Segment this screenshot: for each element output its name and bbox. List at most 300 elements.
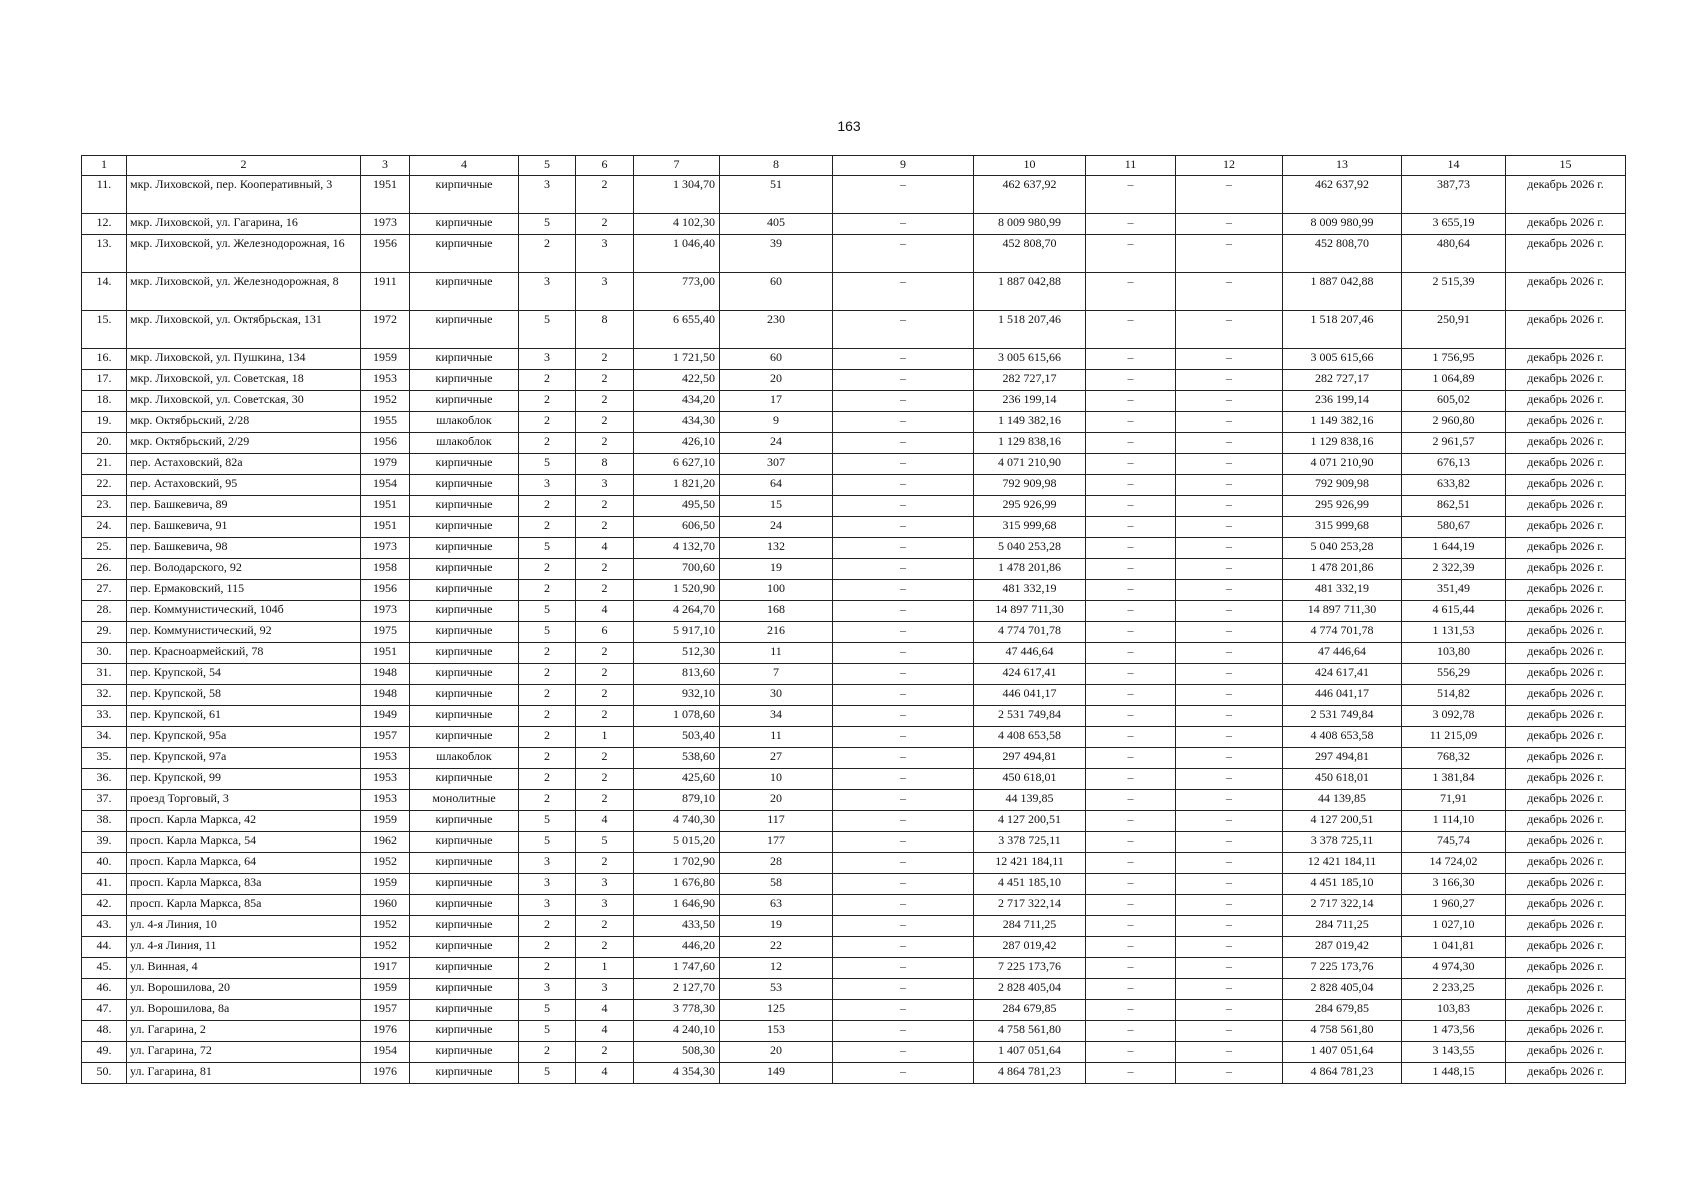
residents-cell: 53 bbox=[720, 979, 833, 1000]
column-11-cell: – bbox=[1086, 769, 1176, 790]
column-14-cell: 2 960,80 bbox=[1402, 412, 1506, 433]
column-11-cell: – bbox=[1086, 370, 1176, 391]
column-12-cell: – bbox=[1176, 853, 1283, 874]
area-cell: 773,00 bbox=[634, 273, 720, 311]
row-number: 29. bbox=[82, 622, 127, 643]
column-14-cell: 351,49 bbox=[1402, 580, 1506, 601]
table-row bbox=[82, 412, 1626, 433]
column-12-cell: – bbox=[1176, 937, 1283, 958]
floors-cell: 5 bbox=[519, 214, 576, 235]
wall-material-cell: кирпичные bbox=[410, 1063, 519, 1084]
address-cell: пер. Коммунистический, 104б bbox=[127, 601, 361, 622]
area-cell: 1 747,60 bbox=[634, 958, 720, 979]
deadline-cell: декабрь 2026 г. bbox=[1506, 748, 1626, 769]
residents-cell: 149 bbox=[720, 1063, 833, 1084]
table-row bbox=[82, 559, 1626, 580]
year-built-cell: 1948 bbox=[361, 664, 410, 685]
year-built-cell: 1973 bbox=[361, 601, 410, 622]
column-13-cell: 287 019,42 bbox=[1283, 937, 1402, 958]
area-cell: 508,30 bbox=[634, 1042, 720, 1063]
row-number: 49. bbox=[82, 1042, 127, 1063]
floors-cell: 2 bbox=[519, 433, 576, 454]
deadline-cell: декабрь 2026 г. bbox=[1506, 979, 1626, 1000]
table-row bbox=[82, 433, 1626, 454]
table-row bbox=[82, 1021, 1626, 1042]
entrances-cell: 2 bbox=[576, 559, 634, 580]
floors-cell: 2 bbox=[519, 391, 576, 412]
total-cost-cell: 462 637,92 bbox=[974, 176, 1086, 214]
column-9-cell: – bbox=[833, 727, 974, 748]
column-9-cell: – bbox=[833, 176, 974, 214]
wall-material-cell: кирпичные bbox=[410, 517, 519, 538]
entrances-cell: 3 bbox=[576, 874, 634, 895]
column-11-cell: – bbox=[1086, 475, 1176, 496]
column-9-cell: – bbox=[833, 311, 974, 349]
column-11-cell: – bbox=[1086, 1000, 1176, 1021]
total-cost-cell: 236 199,14 bbox=[974, 391, 1086, 412]
column-11-cell: – bbox=[1086, 895, 1176, 916]
area-cell: 1 676,80 bbox=[634, 874, 720, 895]
table-row bbox=[82, 273, 1626, 311]
area-cell: 813,60 bbox=[634, 664, 720, 685]
entrances-cell: 2 bbox=[576, 643, 634, 664]
column-14-cell: 1 756,95 bbox=[1402, 349, 1506, 370]
floors-cell: 2 bbox=[519, 559, 576, 580]
column-12-cell: – bbox=[1176, 412, 1283, 433]
row-number: 14. bbox=[82, 273, 127, 311]
residents-cell: 60 bbox=[720, 349, 833, 370]
row-number: 33. bbox=[82, 706, 127, 727]
year-built-cell: 1975 bbox=[361, 622, 410, 643]
column-9-cell: – bbox=[833, 685, 974, 706]
floors-cell: 5 bbox=[519, 311, 576, 349]
deadline-cell: декабрь 2026 г. bbox=[1506, 273, 1626, 311]
address-cell: просп. Карла Маркса, 64 bbox=[127, 853, 361, 874]
wall-material-cell: кирпичные bbox=[410, 664, 519, 685]
total-cost-cell: 4 408 653,58 bbox=[974, 727, 1086, 748]
column-13-cell: 446 041,17 bbox=[1283, 685, 1402, 706]
year-built-cell: 1953 bbox=[361, 370, 410, 391]
column-11-cell: – bbox=[1086, 214, 1176, 235]
row-number: 43. bbox=[82, 916, 127, 937]
residents-cell: 125 bbox=[720, 1000, 833, 1021]
wall-material-cell: шлакоблок bbox=[410, 748, 519, 769]
table-row bbox=[82, 832, 1626, 853]
column-9-cell: – bbox=[833, 811, 974, 832]
column-11-cell: – bbox=[1086, 496, 1176, 517]
floors-cell: 5 bbox=[519, 454, 576, 475]
wall-material-cell: кирпичные bbox=[410, 685, 519, 706]
column-14-cell: 2 322,39 bbox=[1402, 559, 1506, 580]
deadline-cell: декабрь 2026 г. bbox=[1506, 1000, 1626, 1021]
row-number: 30. bbox=[82, 643, 127, 664]
column-number-6: 6 bbox=[576, 156, 634, 176]
year-built-cell: 1973 bbox=[361, 538, 410, 559]
table-row bbox=[82, 1063, 1626, 1084]
column-11-cell: – bbox=[1086, 874, 1176, 895]
column-12-cell: – bbox=[1176, 433, 1283, 454]
column-9-cell: – bbox=[833, 517, 974, 538]
total-cost-cell: 284 679,85 bbox=[974, 1000, 1086, 1021]
column-12-cell: – bbox=[1176, 496, 1283, 517]
column-14-cell: 14 724,02 bbox=[1402, 853, 1506, 874]
column-11-cell: – bbox=[1086, 538, 1176, 559]
column-12-cell: – bbox=[1176, 685, 1283, 706]
deadline-cell: декабрь 2026 г. bbox=[1506, 895, 1626, 916]
column-13-cell: 7 225 173,76 bbox=[1283, 958, 1402, 979]
year-built-cell: 1959 bbox=[361, 979, 410, 1000]
table-row bbox=[82, 235, 1626, 273]
entrances-cell: 2 bbox=[576, 790, 634, 811]
column-number-1: 1 bbox=[82, 156, 127, 176]
column-13-cell: 4 774 701,78 bbox=[1283, 622, 1402, 643]
entrances-cell: 1 bbox=[576, 727, 634, 748]
total-cost-cell: 452 808,70 bbox=[974, 235, 1086, 273]
year-built-cell: 1976 bbox=[361, 1063, 410, 1084]
year-built-cell: 1952 bbox=[361, 391, 410, 412]
residents-cell: 19 bbox=[720, 916, 833, 937]
floors-cell: 2 bbox=[519, 370, 576, 391]
row-number: 44. bbox=[82, 937, 127, 958]
row-number: 21. bbox=[82, 454, 127, 475]
table-row bbox=[82, 311, 1626, 349]
column-12-cell: – bbox=[1176, 664, 1283, 685]
row-number: 34. bbox=[82, 727, 127, 748]
table-row bbox=[82, 1000, 1626, 1021]
total-cost-cell: 282 727,17 bbox=[974, 370, 1086, 391]
area-cell: 1 078,60 bbox=[634, 706, 720, 727]
floors-cell: 3 bbox=[519, 273, 576, 311]
column-number-12: 12 bbox=[1176, 156, 1283, 176]
entrances-cell: 2 bbox=[576, 937, 634, 958]
entrances-cell: 8 bbox=[576, 454, 634, 475]
column-12-cell: – bbox=[1176, 1042, 1283, 1063]
area-cell: 446,20 bbox=[634, 937, 720, 958]
table-row bbox=[82, 853, 1626, 874]
residents-cell: 132 bbox=[720, 538, 833, 559]
area-cell: 606,50 bbox=[634, 517, 720, 538]
residents-cell: 27 bbox=[720, 748, 833, 769]
column-13-cell: 2 828 405,04 bbox=[1283, 979, 1402, 1000]
total-cost-cell: 44 139,85 bbox=[974, 790, 1086, 811]
column-13-cell: 4 408 653,58 bbox=[1283, 727, 1402, 748]
entrances-cell: 2 bbox=[576, 1042, 634, 1063]
year-built-cell: 1959 bbox=[361, 874, 410, 895]
floors-cell: 5 bbox=[519, 601, 576, 622]
column-14-cell: 580,67 bbox=[1402, 517, 1506, 538]
floors-cell: 2 bbox=[519, 769, 576, 790]
floors-cell: 5 bbox=[519, 1063, 576, 1084]
column-14-cell: 3 143,55 bbox=[1402, 1042, 1506, 1063]
row-number: 37. bbox=[82, 790, 127, 811]
wall-material-cell: кирпичные bbox=[410, 895, 519, 916]
row-number: 24. bbox=[82, 517, 127, 538]
column-9-cell: – bbox=[833, 273, 974, 311]
table-row bbox=[82, 176, 1626, 214]
entrances-cell: 1 bbox=[576, 958, 634, 979]
deadline-cell: декабрь 2026 г. bbox=[1506, 643, 1626, 664]
residents-cell: 405 bbox=[720, 214, 833, 235]
table-row bbox=[82, 916, 1626, 937]
residents-cell: 58 bbox=[720, 874, 833, 895]
total-cost-cell: 450 618,01 bbox=[974, 769, 1086, 790]
year-built-cell: 1951 bbox=[361, 496, 410, 517]
column-9-cell: – bbox=[833, 832, 974, 853]
column-13-cell: 1 518 207,46 bbox=[1283, 311, 1402, 349]
year-built-cell: 1957 bbox=[361, 727, 410, 748]
column-14-cell: 3 655,19 bbox=[1402, 214, 1506, 235]
area-cell: 5 015,20 bbox=[634, 832, 720, 853]
total-cost-cell: 1 407 051,64 bbox=[974, 1042, 1086, 1063]
wall-material-cell: кирпичные bbox=[410, 559, 519, 580]
total-cost-cell: 2 717 322,14 bbox=[974, 895, 1086, 916]
residents-cell: 22 bbox=[720, 937, 833, 958]
column-14-cell: 3 092,78 bbox=[1402, 706, 1506, 727]
column-13-cell: 792 909,98 bbox=[1283, 475, 1402, 496]
floors-cell: 2 bbox=[519, 748, 576, 769]
column-11-cell: – bbox=[1086, 643, 1176, 664]
column-13-cell: 44 139,85 bbox=[1283, 790, 1402, 811]
residents-cell: 7 bbox=[720, 664, 833, 685]
address-cell: пер. Астаховский, 82а bbox=[127, 454, 361, 475]
year-built-cell: 1957 bbox=[361, 1000, 410, 1021]
table-row bbox=[82, 643, 1626, 664]
column-9-cell: – bbox=[833, 475, 974, 496]
deadline-cell: декабрь 2026 г. bbox=[1506, 790, 1626, 811]
deadline-cell: декабрь 2026 г. bbox=[1506, 538, 1626, 559]
column-13-cell: 1 478 201,86 bbox=[1283, 559, 1402, 580]
total-cost-cell: 295 926,99 bbox=[974, 496, 1086, 517]
entrances-cell: 2 bbox=[576, 412, 634, 433]
residents-cell: 24 bbox=[720, 517, 833, 538]
column-9-cell: – bbox=[833, 349, 974, 370]
column-14-cell: 3 166,30 bbox=[1402, 874, 1506, 895]
table-row bbox=[82, 706, 1626, 727]
total-cost-cell: 4 864 781,23 bbox=[974, 1063, 1086, 1084]
residents-cell: 153 bbox=[720, 1021, 833, 1042]
area-cell: 1 304,70 bbox=[634, 176, 720, 214]
deadline-cell: декабрь 2026 г. bbox=[1506, 727, 1626, 748]
deadline-cell: декабрь 2026 г. bbox=[1506, 412, 1626, 433]
column-14-cell: 1 041,81 bbox=[1402, 937, 1506, 958]
floors-cell: 3 bbox=[519, 853, 576, 874]
total-cost-cell: 3 005 615,66 bbox=[974, 349, 1086, 370]
table-row bbox=[82, 685, 1626, 706]
area-cell: 1 046,40 bbox=[634, 235, 720, 273]
wall-material-cell: кирпичные bbox=[410, 622, 519, 643]
total-cost-cell: 2 531 749,84 bbox=[974, 706, 1086, 727]
table-row bbox=[82, 748, 1626, 769]
column-9-cell: – bbox=[833, 895, 974, 916]
row-number: 18. bbox=[82, 391, 127, 412]
wall-material-cell: кирпичные bbox=[410, 601, 519, 622]
floors-cell: 5 bbox=[519, 811, 576, 832]
total-cost-cell: 481 332,19 bbox=[974, 580, 1086, 601]
entrances-cell: 2 bbox=[576, 664, 634, 685]
column-9-cell: – bbox=[833, 412, 974, 433]
column-14-cell: 676,13 bbox=[1402, 454, 1506, 475]
address-cell: пер. Красноармейский, 78 bbox=[127, 643, 361, 664]
total-cost-cell: 14 897 711,30 bbox=[974, 601, 1086, 622]
column-11-cell: – bbox=[1086, 517, 1176, 538]
residents-cell: 64 bbox=[720, 475, 833, 496]
area-cell: 6 655,40 bbox=[634, 311, 720, 349]
address-cell: пер. Крупской, 58 bbox=[127, 685, 361, 706]
column-12-cell: – bbox=[1176, 979, 1283, 1000]
row-number: 39. bbox=[82, 832, 127, 853]
wall-material-cell: кирпичные bbox=[410, 176, 519, 214]
entrances-cell: 2 bbox=[576, 685, 634, 706]
column-9-cell: – bbox=[833, 748, 974, 769]
deadline-cell: декабрь 2026 г. bbox=[1506, 811, 1626, 832]
deadline-cell: декабрь 2026 г. bbox=[1506, 391, 1626, 412]
column-14-cell: 2 233,25 bbox=[1402, 979, 1506, 1000]
wall-material-cell: кирпичные bbox=[410, 1042, 519, 1063]
column-9-cell: – bbox=[833, 664, 974, 685]
column-9-cell: – bbox=[833, 958, 974, 979]
column-13-cell: 452 808,70 bbox=[1283, 235, 1402, 273]
address-cell: ул. Ворошилова, 20 bbox=[127, 979, 361, 1000]
deadline-cell: декабрь 2026 г. bbox=[1506, 874, 1626, 895]
address-cell: пер. Крупской, 99 bbox=[127, 769, 361, 790]
column-11-cell: – bbox=[1086, 916, 1176, 937]
column-12-cell: – bbox=[1176, 391, 1283, 412]
column-14-cell: 103,83 bbox=[1402, 1000, 1506, 1021]
entrances-cell: 3 bbox=[576, 475, 634, 496]
column-11-cell: – bbox=[1086, 273, 1176, 311]
floors-cell: 5 bbox=[519, 622, 576, 643]
floors-cell: 3 bbox=[519, 979, 576, 1000]
column-12-cell: – bbox=[1176, 832, 1283, 853]
row-number: 12. bbox=[82, 214, 127, 235]
column-14-cell: 2 961,57 bbox=[1402, 433, 1506, 454]
column-number-8: 8 bbox=[720, 156, 833, 176]
column-9-cell: – bbox=[833, 580, 974, 601]
column-12-cell: – bbox=[1176, 538, 1283, 559]
column-11-cell: – bbox=[1086, 349, 1176, 370]
column-12-cell: – bbox=[1176, 958, 1283, 979]
column-14-cell: 605,02 bbox=[1402, 391, 1506, 412]
entrances-cell: 4 bbox=[576, 1021, 634, 1042]
area-cell: 1 520,90 bbox=[634, 580, 720, 601]
column-9-cell: – bbox=[833, 235, 974, 273]
year-built-cell: 1956 bbox=[361, 235, 410, 273]
column-11-cell: – bbox=[1086, 1021, 1176, 1042]
column-9-cell: – bbox=[833, 622, 974, 643]
year-built-cell: 1953 bbox=[361, 769, 410, 790]
floors-cell: 2 bbox=[519, 517, 576, 538]
year-built-cell: 1953 bbox=[361, 748, 410, 769]
wall-material-cell: кирпичные bbox=[410, 979, 519, 1000]
column-11-cell: – bbox=[1086, 1042, 1176, 1063]
entrances-cell: 2 bbox=[576, 706, 634, 727]
table-row bbox=[82, 475, 1626, 496]
entrances-cell: 4 bbox=[576, 601, 634, 622]
total-cost-cell: 792 909,98 bbox=[974, 475, 1086, 496]
deadline-cell: декабрь 2026 г. bbox=[1506, 706, 1626, 727]
column-14-cell: 633,82 bbox=[1402, 475, 1506, 496]
column-13-cell: 236 199,14 bbox=[1283, 391, 1402, 412]
column-13-cell: 4 758 561,80 bbox=[1283, 1021, 1402, 1042]
column-14-cell: 768,32 bbox=[1402, 748, 1506, 769]
column-9-cell: – bbox=[833, 916, 974, 937]
total-cost-cell: 1 149 382,16 bbox=[974, 412, 1086, 433]
column-14-cell: 11 215,09 bbox=[1402, 727, 1506, 748]
table-row bbox=[82, 496, 1626, 517]
address-cell: пер. Ермаковский, 115 bbox=[127, 580, 361, 601]
wall-material-cell: кирпичные bbox=[410, 496, 519, 517]
column-11-cell: – bbox=[1086, 1063, 1176, 1084]
column-11-cell: – bbox=[1086, 454, 1176, 475]
wall-material-cell: кирпичные bbox=[410, 706, 519, 727]
row-number: 40. bbox=[82, 853, 127, 874]
residents-cell: 20 bbox=[720, 1042, 833, 1063]
wall-material-cell: кирпичные bbox=[410, 1021, 519, 1042]
wall-material-cell: кирпичные bbox=[410, 349, 519, 370]
entrances-cell: 2 bbox=[576, 916, 634, 937]
entrances-cell: 2 bbox=[576, 853, 634, 874]
column-14-cell: 1 027,10 bbox=[1402, 916, 1506, 937]
residents-cell: 10 bbox=[720, 769, 833, 790]
year-built-cell: 1960 bbox=[361, 895, 410, 916]
table-row bbox=[82, 580, 1626, 601]
column-13-cell: 1 129 838,16 bbox=[1283, 433, 1402, 454]
column-9-cell: – bbox=[833, 433, 974, 454]
wall-material-cell: кирпичные bbox=[410, 853, 519, 874]
column-number-2: 2 bbox=[127, 156, 361, 176]
residents-cell: 17 bbox=[720, 391, 833, 412]
column-13-cell: 4 451 185,10 bbox=[1283, 874, 1402, 895]
wall-material-cell: кирпичные bbox=[410, 273, 519, 311]
column-9-cell: – bbox=[833, 937, 974, 958]
floors-cell: 2 bbox=[519, 937, 576, 958]
column-12-cell: – bbox=[1176, 895, 1283, 916]
column-11-cell: – bbox=[1086, 832, 1176, 853]
column-14-cell: 1 960,27 bbox=[1402, 895, 1506, 916]
row-number: 36. bbox=[82, 769, 127, 790]
address-cell: ул. Винная, 4 bbox=[127, 958, 361, 979]
total-cost-cell: 287 019,42 bbox=[974, 937, 1086, 958]
column-12-cell: – bbox=[1176, 643, 1283, 664]
deadline-cell: декабрь 2026 г. bbox=[1506, 475, 1626, 496]
column-9-cell: – bbox=[833, 601, 974, 622]
year-built-cell: 1958 bbox=[361, 559, 410, 580]
deadline-cell: декабрь 2026 г. bbox=[1506, 349, 1626, 370]
entrances-cell: 2 bbox=[576, 433, 634, 454]
table-row bbox=[82, 895, 1626, 916]
residents-cell: 28 bbox=[720, 853, 833, 874]
total-cost-cell: 297 494,81 bbox=[974, 748, 1086, 769]
entrances-cell: 2 bbox=[576, 176, 634, 214]
year-built-cell: 1955 bbox=[361, 412, 410, 433]
wall-material-cell: кирпичные bbox=[410, 643, 519, 664]
total-cost-cell: 1 129 838,16 bbox=[974, 433, 1086, 454]
column-13-cell: 295 926,99 bbox=[1283, 496, 1402, 517]
row-number: 23. bbox=[82, 496, 127, 517]
column-12-cell: – bbox=[1176, 1063, 1283, 1084]
column-14-cell: 745,74 bbox=[1402, 832, 1506, 853]
residents-cell: 20 bbox=[720, 370, 833, 391]
address-cell: пер. Крупской, 97а bbox=[127, 748, 361, 769]
column-14-cell: 1 114,10 bbox=[1402, 811, 1506, 832]
total-cost-cell: 2 828 405,04 bbox=[974, 979, 1086, 1000]
column-9-cell: – bbox=[833, 853, 974, 874]
column-number-14: 14 bbox=[1402, 156, 1506, 176]
column-13-cell: 4 864 781,23 bbox=[1283, 1063, 1402, 1084]
column-11-cell: – bbox=[1086, 727, 1176, 748]
wall-material-cell: кирпичные bbox=[410, 937, 519, 958]
entrances-cell: 4 bbox=[576, 811, 634, 832]
